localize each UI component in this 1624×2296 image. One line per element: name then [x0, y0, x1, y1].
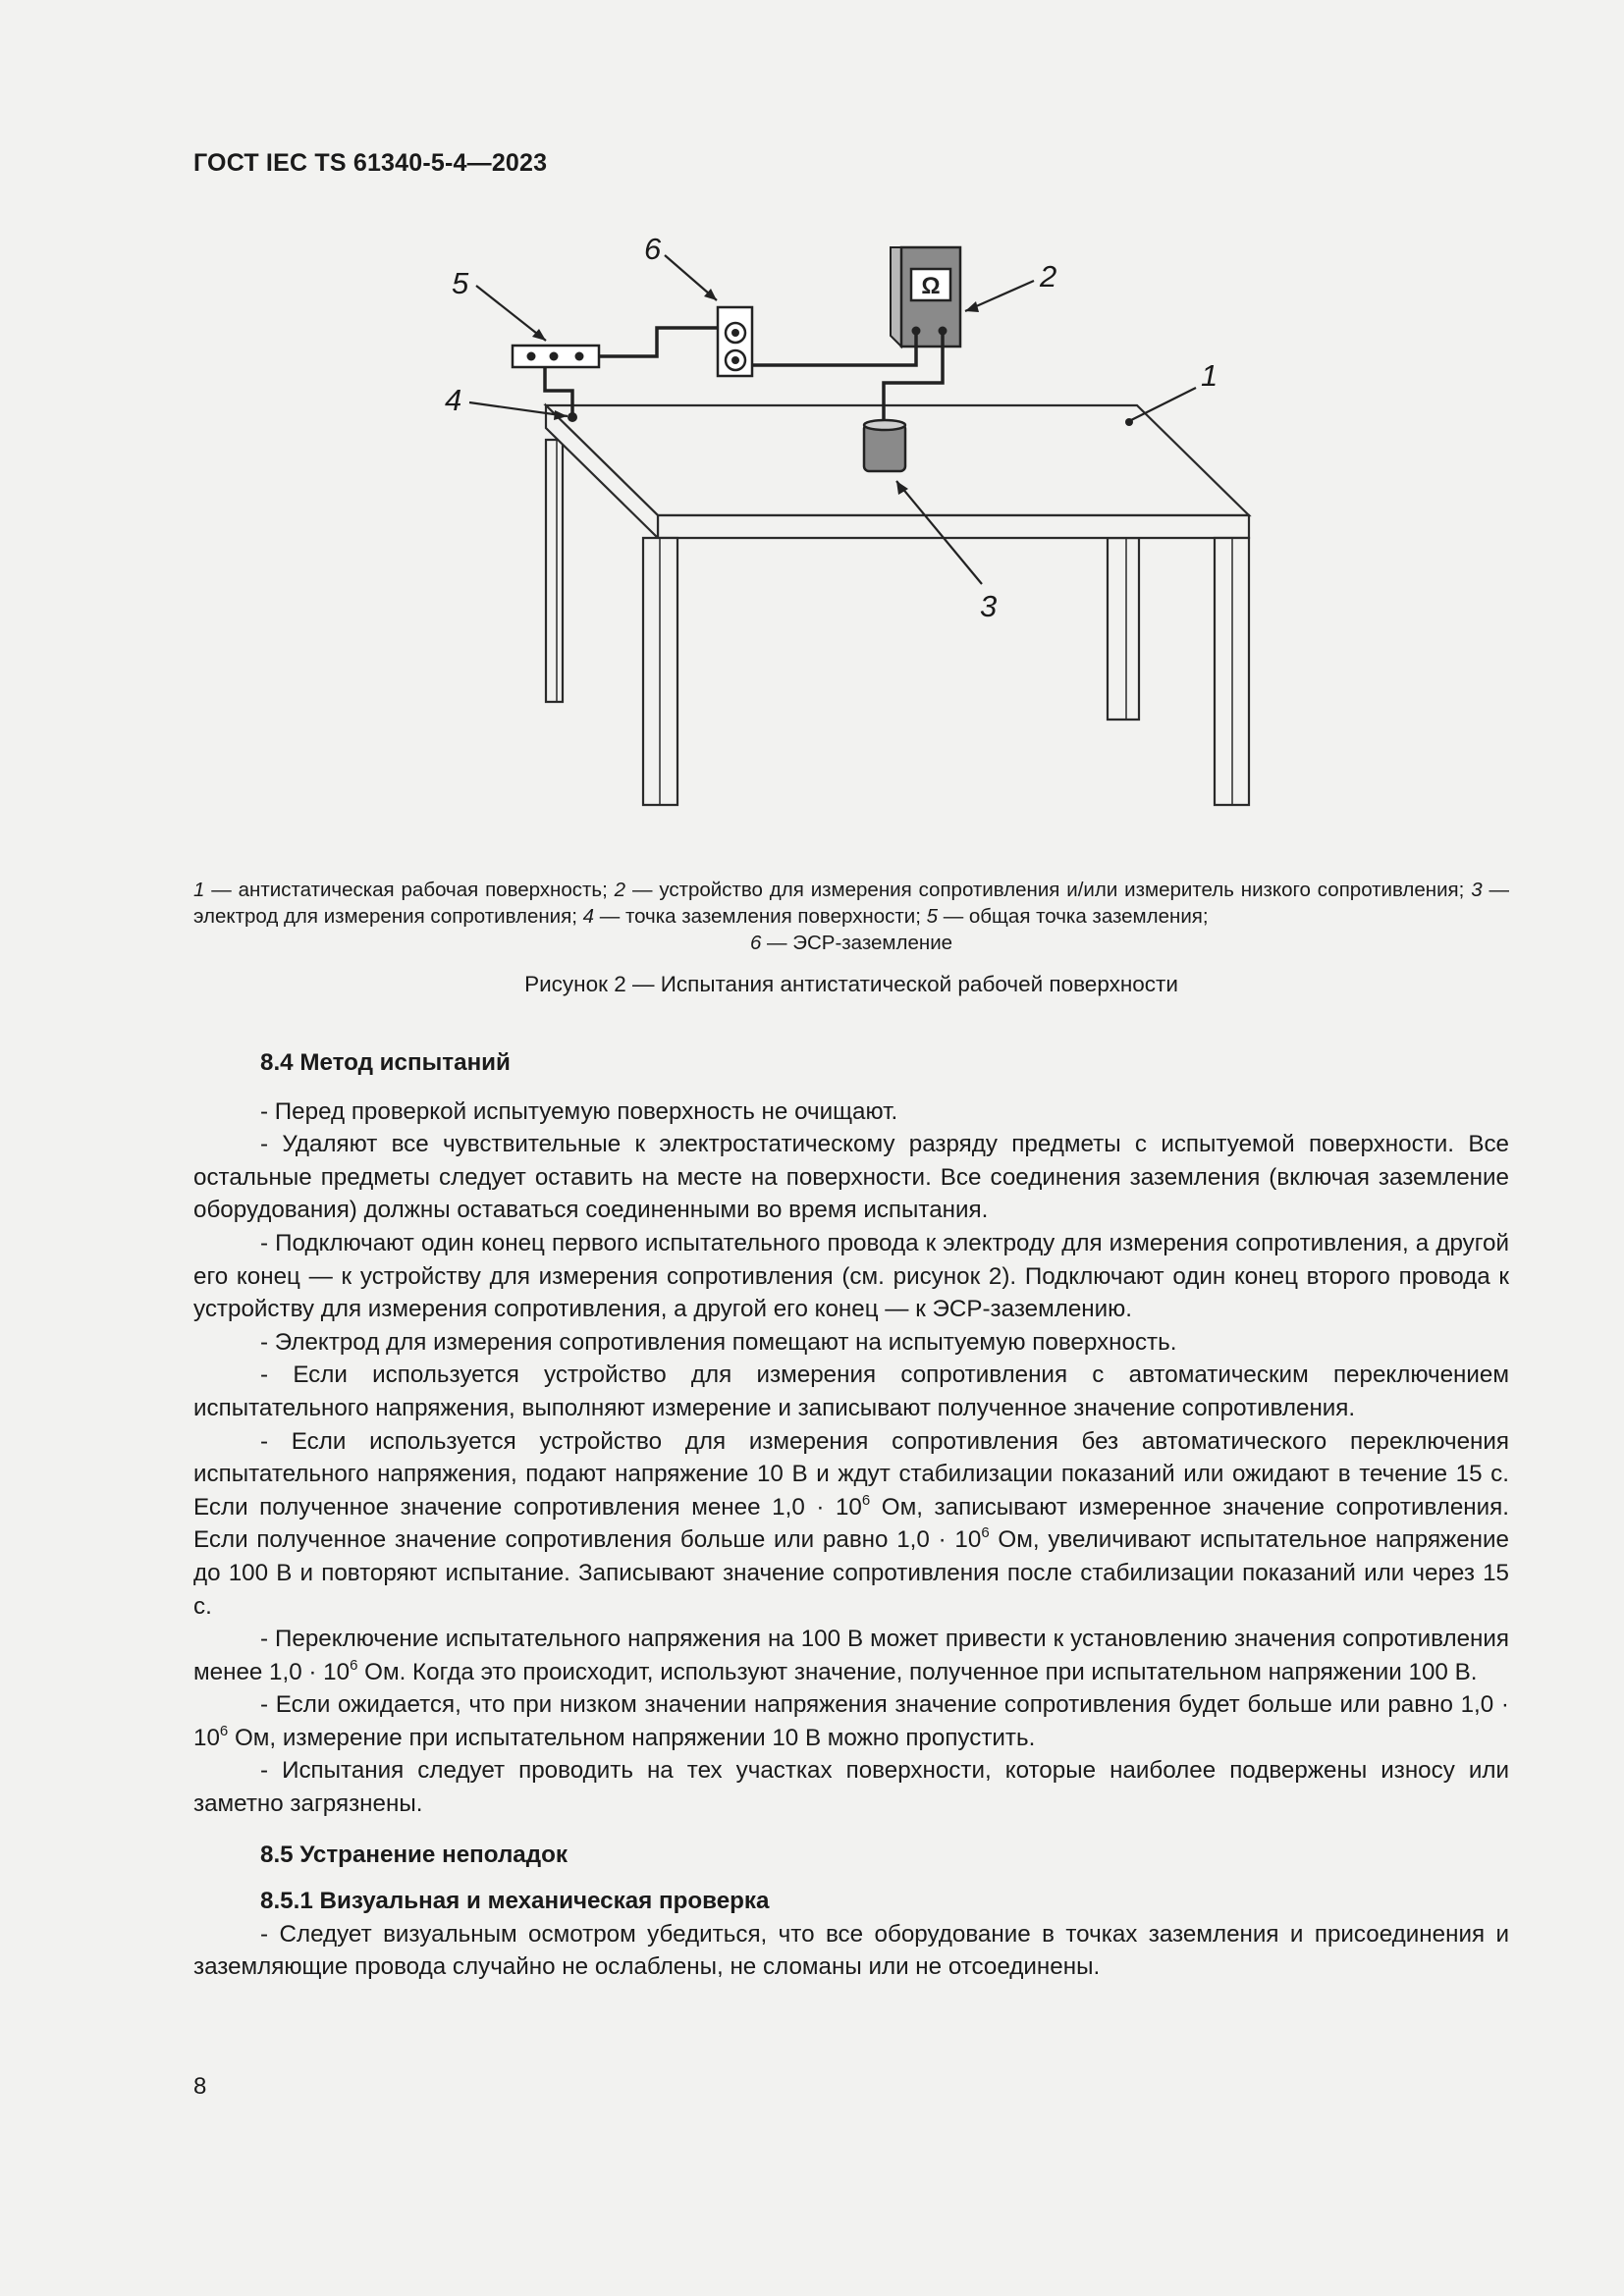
exponent: 6: [350, 1656, 358, 1674]
paragraph: [193, 1623, 1509, 1688]
paragraph: - Следует визуальным осмотром убедиться, что все оборудование в точках заземления и присоединения и заземляющие провода случайно не ослаблены, не сломаны или не отсоединены.: [193, 1920, 1509, 1981]
legend-key: 6: [749, 932, 762, 954]
body-text: [193, 1046, 1509, 1984]
paragraph: - Удаляют все чувствительные к электростатическому разряду предметы с испытуемой поверхности. Все остальные предметы следует оставить на месте на поверхности. Все соединения заземления (включая заземление оборудования) должны оставаться соединенными во время испытания.: [193, 1131, 1509, 1224]
electrode: [864, 420, 905, 471]
text-run: - Если ожидается, что при низком значении напряжения значение сопротивления будет больше или равно 1,0 · 10: [193, 1691, 1509, 1751]
page-number: 8: [193, 2073, 207, 2100]
figure-legend: [193, 877, 1509, 956]
text-run: Ом. Когда это происходит, используют значение, полученное при испытательном напряжении 100 В.: [357, 1658, 1478, 1685]
figure-label-3: 3: [980, 589, 998, 623]
figure-label-6: 6: [644, 232, 662, 266]
legend-key: 4: [582, 905, 595, 928]
figure-drawing: [412, 226, 1296, 815]
legend-key: 2: [614, 879, 626, 901]
meter-ohm-symbol: Ω: [921, 273, 941, 299]
paragraph: - Электрод для измерения сопротивления помещают на испытуемую поверхность.: [260, 1328, 1177, 1356]
paragraph: [193, 1688, 1509, 1754]
legend-key: 1: [193, 879, 205, 901]
common-ground-point: [513, 346, 599, 367]
figure-label-4: 4: [445, 383, 462, 417]
figure-label-5: 5: [452, 266, 469, 300]
text-run: - Если используется устройство для измерения сопротивления без автоматического переключения испытательного напряжения, подают напряжение 10 В и ждут стабилизации показаний или ожидают в течение 15 с. Если полученное значение сопротивления менее 1,0 · 10: [193, 1427, 1509, 1521]
paragraph: - Подключают один конец первого испытательного провода к электроду для измерения сопротивления, а другой его конец — к устройству для измерения сопротивления (см. рисунок 2). Подключают один конец второго провода к устройству для измерения сопротивления, а другой его конец — к ЭСР-заземлению.: [193, 1229, 1509, 1323]
section-heading-8-5: 8.5 Устранение неполадок: [260, 1841, 568, 1868]
resistance-meter: [891, 247, 960, 347]
exponent: 6: [219, 1722, 229, 1739]
exponent: 6: [861, 1491, 871, 1509]
section-heading-8-4: 8.4 Метод испытаний: [260, 1049, 511, 1076]
paragraph: [193, 1425, 1509, 1624]
legend-key: 5: [926, 905, 939, 928]
text-run: Ом, записывают измеренное значение сопротивления. Если полученное значение сопротивления больше или равно 1,0 · 10: [193, 1493, 1509, 1554]
test-setup-figure: [412, 226, 1296, 815]
figure-label-2: 2: [1040, 259, 1057, 294]
legend-text: — ЭСР-заземление: [761, 932, 953, 954]
paragraph: - Испытания следует проводить на тех участках поверхности, которые наиболее подвержены износу или заметно загрязнены.: [193, 1757, 1509, 1818]
exponent: 6: [981, 1524, 990, 1542]
figure-caption: Рисунок 2 — Испытания антистатической рабочей поверхности: [524, 972, 1178, 996]
legend-text: — электрод для измерения сопротивления;: [193, 879, 1509, 928]
figure-label-1: 1: [1201, 358, 1218, 393]
legend-text: — общая точка заземления;: [938, 905, 1209, 928]
text-run: Ом, измерение при испытательном напряжении 10 В можно пропустить.: [228, 1724, 1036, 1751]
legend-text: — антистатическая рабочая поверхность;: [204, 879, 615, 901]
legend-key: 3: [1471, 879, 1483, 901]
text-run: - Переключение испытательного напряжения на 100 В может привести к установлению значения сопротивления менее 1,0 · 10: [193, 1626, 1509, 1685]
legend-text: — устройство для измерения сопротивления и/или измеритель низкого сопротивления;: [625, 879, 1472, 901]
esd-ground-socket: [718, 307, 752, 376]
paragraph: - Перед проверкой испытуемую поверхность не очищают.: [260, 1097, 898, 1125]
legend-text: — точка заземления поверхности;: [594, 905, 927, 928]
text-run: Ом, увеличивают испытательное напряжение до 100 В и повторяют испытание. Записывают значение сопротивления после стабилизации показаний или через 15 с.: [193, 1526, 1510, 1620]
document-header: ГОСТ IEC TS 61340-5-4—2023: [193, 149, 548, 177]
paragraph: - Если используется устройство для измерения сопротивления с автоматическим переключением испытательного напряжения, выполняют измерение и записывают полученное значение сопротивления.: [193, 1362, 1509, 1421]
section-heading-8-5-1: 8.5.1 Визуальная и механическая проверка: [260, 1888, 770, 1915]
